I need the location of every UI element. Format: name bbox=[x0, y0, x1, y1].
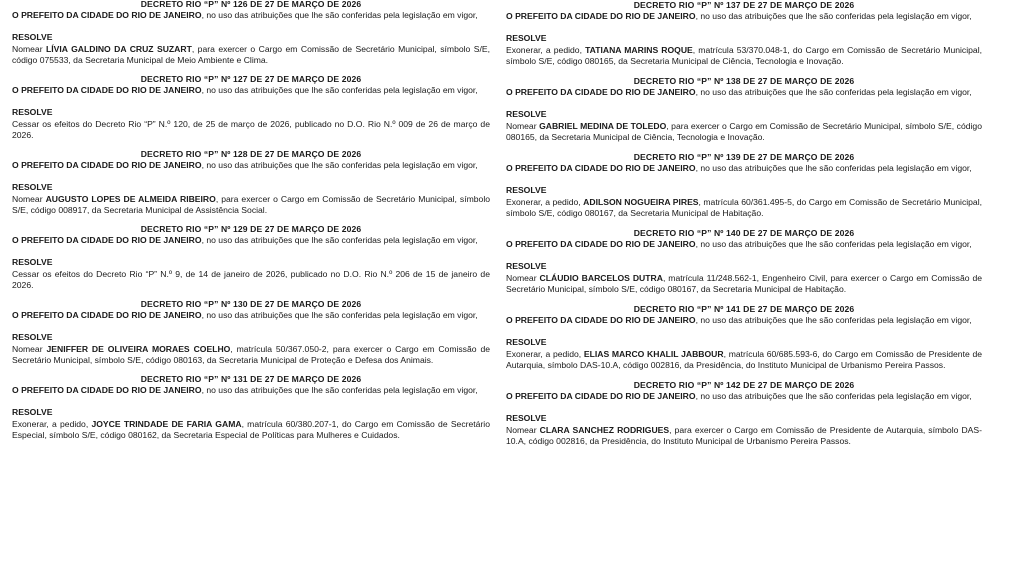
decree-intro-authority: O PREFEITO DA CIDADE DO RIO DE JANEIRO bbox=[506, 315, 696, 326]
decree-intro bbox=[506, 163, 982, 174]
decree-intro-text: , no uso das atribuições que lhe são conferidas pela legislação em vigor, bbox=[695, 239, 972, 250]
resolve-text-post: , matrícula 60/361.495-5, do Cargo em Comissão de Secretário Municipal, símbolo S/E, código 080167, da Secretaria Municipal de Habitação. bbox=[506, 196, 983, 218]
resolve-text bbox=[506, 45, 982, 67]
decree-intro-text: , no uso das atribuições que lhe são conferidas pela legislação em vigor, bbox=[201, 10, 478, 21]
person-name: CLARA SANCHEZ RODRIGUES bbox=[539, 424, 670, 435]
decree-intro bbox=[12, 310, 490, 321]
decree-title: DECRETO RIO “P” Nº 130 DE 27 DE MARÇO DE 2026 bbox=[140, 299, 362, 310]
resolve-heading: RESOLVE bbox=[12, 107, 53, 118]
decree-block bbox=[12, 224, 490, 300]
person-name: AUGUSTO LOPES DE ALMEIDA RIBEIRO bbox=[45, 193, 216, 204]
decree-intro-text: , no uso das atribuições que lhe são conferidas pela legislação em vigor, bbox=[201, 160, 478, 171]
resolve-heading: RESOLVE bbox=[12, 332, 53, 343]
decree-title: DECRETO RIO “P” Nº 142 DE 27 DE MARÇO DE 2026 bbox=[633, 380, 855, 391]
resolve-text-pre: Nomear bbox=[12, 193, 46, 204]
decree-block bbox=[12, 299, 490, 375]
resolve-text-post: , matrícula 60/685.593-6, do Cargo em Comissão de Presidente de Autarquia, símbolo DAS-10.A, código 002816, da Presidência, do Instituto Municipal de Urbanismo Pereira Passos. bbox=[506, 348, 983, 370]
decree-intro bbox=[12, 10, 490, 21]
decree-intro bbox=[12, 160, 490, 171]
decree-block bbox=[12, 0, 490, 75]
resolve-text-pre: Cessar os efeitos do Decreto Rio “P” N.º 120, de 25 de março de 2026, publicado no D.O. Rio N.º 009 de 26 de março de 2026. bbox=[12, 118, 490, 140]
decree-title: DECRETO RIO “P” Nº 141 DE 27 DE MARÇO DE 2026 bbox=[633, 304, 855, 315]
decree-intro-authority: O PREFEITO DA CIDADE DO RIO DE JANEIRO bbox=[506, 87, 696, 98]
resolve-text-pre: Exonerar, a pedido, bbox=[506, 44, 586, 55]
person-name: CLÁUDIO BARCELOS DUTRA bbox=[539, 272, 663, 283]
person-name: JOYCE TRINDADE DE FARIA GAMA bbox=[91, 418, 242, 429]
decree-block bbox=[506, 304, 982, 380]
resolve-text bbox=[12, 119, 490, 141]
resolve-heading: RESOLVE bbox=[506, 109, 547, 120]
spacer bbox=[506, 219, 982, 228]
decree-title: DECRETO RIO “P” Nº 126 DE 27 DE MARÇO DE 2026 bbox=[140, 0, 362, 9]
decree-title: DECRETO RIO “P” Nº 127 DE 27 DE MARÇO DE 2026 bbox=[140, 74, 362, 85]
resolve-heading: RESOLVE bbox=[506, 261, 547, 272]
decree-title: DECRETO RIO “P” Nº 128 DE 27 DE MARÇO DE 2026 bbox=[140, 149, 362, 160]
decree-intro-text: , no uso das atribuições que lhe são conferidas pela legislação em vigor, bbox=[695, 11, 972, 22]
resolve-text-post: , matrícula 50/367.050-2, para exercer o Cargo em Comissão de Secretário Municipal, símbolo S/E, código 080163, da Secretaria Municipal de Proteção e Defesa dos Animais. bbox=[12, 343, 491, 365]
decree-block bbox=[506, 380, 982, 456]
decree-block bbox=[506, 228, 982, 304]
resolve-heading: RESOLVE bbox=[506, 337, 547, 348]
decree-intro bbox=[506, 87, 982, 98]
decree-intro-authority: O PREFEITO DA CIDADE DO RIO DE JANEIRO bbox=[12, 10, 202, 21]
resolve-text bbox=[506, 349, 982, 371]
decree-block bbox=[12, 149, 490, 225]
decree-block bbox=[506, 152, 982, 228]
decree-intro-authority: O PREFEITO DA CIDADE DO RIO DE JANEIRO bbox=[506, 391, 696, 402]
resolve-text-pre: Nomear bbox=[506, 120, 540, 131]
decree-intro-authority: O PREFEITO DA CIDADE DO RIO DE JANEIRO bbox=[12, 85, 202, 96]
decree-intro-authority: O PREFEITO DA CIDADE DO RIO DE JANEIRO bbox=[506, 163, 696, 174]
right-column bbox=[506, 0, 982, 456]
resolve-text bbox=[12, 419, 490, 441]
spacer bbox=[506, 67, 982, 76]
person-name: ELIAS MARCO KHALIL JABBOUR bbox=[583, 348, 724, 359]
person-name: ADILSON NOGUEIRA PIRES bbox=[583, 196, 699, 207]
decree-intro bbox=[506, 239, 982, 250]
resolve-text bbox=[12, 44, 490, 66]
decree-intro-authority: O PREFEITO DA CIDADE DO RIO DE JANEIRO bbox=[506, 239, 696, 250]
decree-title: DECRETO RIO “P” Nº 138 DE 27 DE MARÇO DE 2026 bbox=[633, 76, 855, 87]
decree-intro-text: , no uso das atribuições que lhe são conferidas pela legislação em vigor, bbox=[695, 315, 972, 326]
resolve-heading: RESOLVE bbox=[506, 185, 547, 196]
decree-block bbox=[506, 76, 982, 152]
spacer bbox=[506, 371, 982, 380]
left-column bbox=[12, 0, 490, 450]
decree-intro-authority: O PREFEITO DA CIDADE DO RIO DE JANEIRO bbox=[506, 11, 696, 22]
person-name: TATIANA MARINS ROQUE bbox=[585, 44, 693, 55]
decree-intro-authority: O PREFEITO DA CIDADE DO RIO DE JANEIRO bbox=[12, 235, 202, 246]
decree-block bbox=[12, 374, 490, 450]
person-name: JENIFFER DE OLIVEIRA MORAES COELHO bbox=[46, 343, 231, 354]
decree-title: DECRETO RIO “P” Nº 139 DE 27 DE MARÇO DE 2026 bbox=[633, 152, 855, 163]
decree-intro bbox=[506, 391, 982, 402]
decree-intro bbox=[506, 315, 982, 326]
resolve-text-pre: Cessar os efeitos do Decreto Rio “P” N.º 9, de 14 de janeiro de 2026, publicado no D.O. Rio N.º 206 de 15 de janeiro de 2026. bbox=[12, 268, 490, 290]
spacer bbox=[12, 441, 490, 450]
resolve-text bbox=[506, 425, 982, 447]
decree-intro bbox=[12, 85, 490, 96]
decree-intro bbox=[506, 11, 982, 22]
resolve-text-pre: Exonerar, a pedido, bbox=[506, 348, 584, 359]
resolve-text bbox=[12, 194, 490, 216]
decree-intro bbox=[12, 385, 490, 396]
resolve-text-post: , para exercer o Cargo em Comissão de Secretário Municipal, símbolo S/E, código 008917, da Secretaria Municipal de Assistência Social. bbox=[12, 193, 491, 215]
decree-intro-text: , no uso das atribuições que lhe são conferidas pela legislação em vigor, bbox=[201, 385, 478, 396]
resolve-heading: RESOLVE bbox=[12, 407, 53, 418]
decree-intro-text: , no uso das atribuições que lhe são conferidas pela legislação em vigor, bbox=[695, 87, 972, 98]
spacer bbox=[506, 447, 982, 456]
decree-title: DECRETO RIO “P” Nº 131 DE 27 DE MARÇO DE 2026 bbox=[140, 374, 362, 385]
decree-intro-text: , no uso das atribuições que lhe são conferidas pela legislação em vigor, bbox=[201, 235, 478, 246]
resolve-text bbox=[506, 197, 982, 219]
resolve-heading: RESOLVE bbox=[12, 182, 53, 193]
resolve-text-post: , matrícula 53/370.048-1, do Cargo em Comissão de Secretário Municipal, símbolo S/E, código 080165, da Secretaria Municipal de Ciência, Tecnologia e Inovação. bbox=[506, 44, 982, 66]
resolve-text-pre: Nomear bbox=[12, 343, 47, 354]
resolve-heading: RESOLVE bbox=[12, 32, 53, 43]
decree-title: DECRETO RIO “P” Nº 129 DE 27 DE MARÇO DE 2026 bbox=[140, 224, 362, 235]
person-name: GABRIEL MEDINA DE TOLEDO bbox=[539, 120, 667, 131]
spacer bbox=[506, 143, 982, 152]
resolve-text-pre: Exonerar, a pedido, bbox=[12, 418, 92, 429]
resolve-text bbox=[506, 273, 982, 295]
decree-title: DECRETO RIO “P” Nº 140 DE 27 DE MARÇO DE 2026 bbox=[633, 228, 855, 239]
resolve-text-post: , matrícula 60/380.207-1, do Cargo em Comissão de Secretário Especial, símbolo S/E, código 080162, da Secretaria Especial de Políticas para Mulheres e Cuidados. bbox=[12, 418, 490, 440]
decree-block bbox=[12, 74, 490, 150]
decree-intro-authority: O PREFEITO DA CIDADE DO RIO DE JANEIRO bbox=[12, 160, 202, 171]
decree-intro-authority: O PREFEITO DA CIDADE DO RIO DE JANEIRO bbox=[12, 385, 202, 396]
resolve-text-pre: Nomear bbox=[12, 43, 47, 54]
resolve-text bbox=[12, 269, 490, 291]
decree-intro-text: , no uso das atribuições que lhe são conferidas pela legislação em vigor, bbox=[201, 85, 478, 96]
decree-intro-authority: O PREFEITO DA CIDADE DO RIO DE JANEIRO bbox=[12, 310, 202, 321]
resolve-text-pre: Nomear bbox=[506, 272, 540, 283]
resolve-text bbox=[506, 121, 982, 143]
person-name: LÍVIA GALDINO DA CRUZ SUZART bbox=[46, 43, 192, 54]
decree-intro-text: , no uso das atribuições que lhe são conferidas pela legislação em vigor, bbox=[695, 391, 972, 402]
spacer bbox=[506, 295, 982, 304]
decree-intro-text: , no uso das atribuições que lhe são conferidas pela legislação em vigor, bbox=[695, 163, 972, 174]
resolve-text bbox=[12, 344, 490, 366]
resolve-text-post: , para exercer o Cargo em Comissão de Secretário Municipal, símbolo S/E, código 080165, da Secretaria Municipal de Ciência, Tecnologia e Inovação. bbox=[506, 120, 982, 142]
resolve-heading: RESOLVE bbox=[12, 257, 53, 268]
decree-intro-text: , no uso das atribuições que lhe são conferidas pela legislação em vigor, bbox=[201, 310, 478, 321]
decree-block bbox=[506, 0, 982, 76]
resolve-text-pre: Nomear bbox=[506, 424, 540, 435]
resolve-heading: RESOLVE bbox=[506, 33, 547, 44]
resolve-text-post: , matrícula 11/248.562-1, Engenheiro Civil, para exercer o Cargo em Comissão de Secretário Municipal, símbolo S/E, código 080167, da Secretaria Municipal de Habitação. bbox=[506, 272, 983, 294]
resolve-text-post: , para exercer o Cargo em Comissão de Presidente de Autarquia, símbolo DAS-10.A, código 002816, da Presidência, do Instituto Municipal de Urbanismo Pereira Passos. bbox=[506, 424, 982, 446]
resolve-text-pre: Exonerar, a pedido, bbox=[506, 196, 584, 207]
resolve-text-post: , para exercer o Cargo em Comissão de Secretário Municipal, símbolo S/E, código 075533, da Secretaria Municipal de Meio Ambiente e Clima. bbox=[12, 43, 490, 65]
resolve-heading: RESOLVE bbox=[506, 413, 547, 424]
decree-intro bbox=[12, 235, 490, 246]
decree-title: DECRETO RIO “P” Nº 137 DE 27 DE MARÇO DE 2026 bbox=[633, 0, 855, 10]
